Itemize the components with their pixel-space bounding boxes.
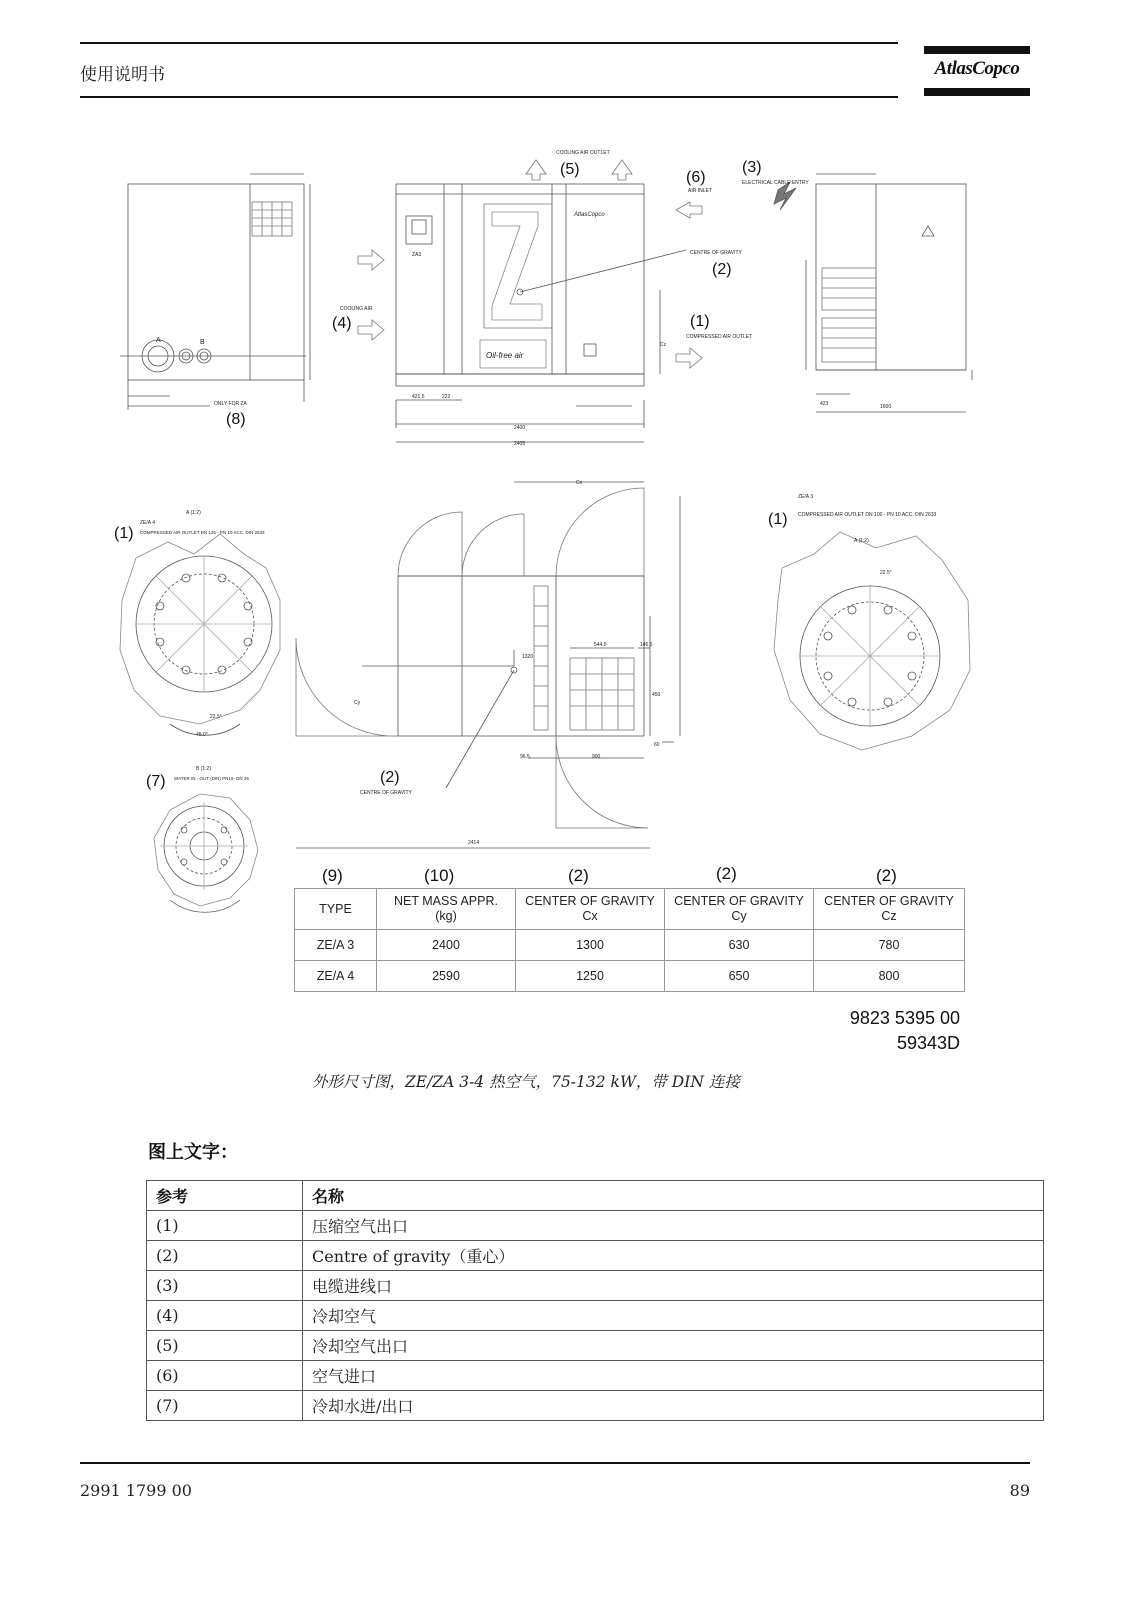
note-centre-of-gravity-bottom: CENTRE OF GRAVITY (360, 790, 412, 796)
note-cx: Cx (576, 480, 583, 486)
spec-num-2c: (2) (876, 866, 897, 885)
label-8: (8) (226, 411, 246, 428)
dim-22-left: 22.5° (210, 714, 222, 720)
note-outlet-a3: COMPRESSED AIR OUTLET DN 100 - PN 10 ACC. DIN 2633 (798, 512, 937, 518)
header-rule-bottom (80, 96, 898, 98)
dim-900: 900 (592, 754, 601, 760)
spec-num-9: (9) (322, 866, 343, 885)
dim-2400: 2400 (514, 425, 526, 431)
header-rule-top (80, 42, 898, 44)
detail-a-left-title: A (1:2) (186, 510, 201, 516)
table-row: (3) 电缆进线口 (147, 1271, 1044, 1301)
note-cy: Cy (354, 700, 361, 706)
logo-text: AtlasCopco (934, 58, 1020, 79)
note-cz: Cz (660, 342, 667, 348)
table-row: (2) Centre of gravity（重心） (147, 1241, 1044, 1271)
note-zea4: ZE/A 4 (140, 520, 156, 526)
table-row: (4) 冷却空气 (147, 1301, 1044, 1331)
legend-heading: 图上文字： (148, 1142, 238, 1163)
drawing-number-line1: 9823 5395 00 (849, 1008, 960, 1028)
label-1-left: (1) (114, 525, 134, 542)
legend-header-ref: 参考 (147, 1181, 303, 1211)
footer-doc-number: 2991 1799 00 (80, 1481, 192, 1500)
label-1-top: (1) (690, 313, 710, 330)
figure-caption: 外形尺寸图，ZE/ZA 3-4 热空气，75-132 kW，带 DIN 连接 (312, 1073, 740, 1091)
spec-header-type: TYPE (295, 889, 377, 930)
dim-45-left: 45.0° (196, 732, 208, 738)
detail-b (146, 766, 258, 912)
legend-table (146, 1180, 1044, 1421)
dim-222: 222 (442, 394, 451, 400)
label-b: B (200, 339, 205, 346)
dim-544: 544.5 (594, 642, 607, 648)
note-only-for-za: ONLY FOR ZA (214, 401, 247, 407)
footer-page-number: 89 (1009, 1481, 1030, 1500)
table-row: (7) 冷却水进/出口 (147, 1391, 1044, 1421)
note-centre-of-gravity-top: CENTRE OF GRAVITY (690, 250, 742, 256)
dim-1600: 1600 (880, 404, 892, 410)
spec-num-2a: (2) (568, 866, 589, 885)
note-oil-free: Oil-free air (486, 351, 524, 360)
drawing-number-line2: 59343D (896, 1033, 960, 1053)
legend-header-name: 名称 (303, 1181, 1044, 1211)
spec-header-cx: CENTER OF GRAVITY Cx (516, 889, 665, 930)
dim-22-right: 22.5° (880, 570, 892, 576)
note-outlet-a4: COMPRESSED AIR OUTLET DN 125 - PN 10 ACC. DIN 2633 (140, 530, 265, 535)
atlas-copco-logo (924, 46, 1030, 98)
spec-header-cz: CENTER OF GRAVITY Cz (814, 889, 965, 930)
note-air-inlet: AIR INLET (688, 188, 712, 194)
spec-header-cy: CENTER OF GRAVITY Cy (665, 889, 814, 930)
label-2-bottom: (2) (380, 769, 400, 786)
table-row: (5) 冷却空气出口 (147, 1331, 1044, 1361)
label-5: (5) (560, 161, 580, 178)
note-model-za3: ZA3 (412, 252, 422, 258)
top-view (296, 342, 680, 848)
detail-a-left (114, 510, 280, 738)
drawing-number (760, 1006, 960, 1056)
dim-96: 96.5 (520, 754, 530, 760)
label-7: (7) (146, 773, 166, 790)
right-side-view (806, 174, 972, 412)
header-title: 使用说明书 (80, 65, 165, 85)
label-2-top: (2) (712, 261, 732, 278)
left-side-view (120, 174, 310, 428)
detail-a-right (768, 494, 970, 750)
label-4: (4) (332, 315, 352, 332)
label-3: (3) (742, 159, 762, 176)
note-brand-panel: AtlasCopco (574, 212, 605, 218)
spec-header-mass: NET MASS APPR. (kg) (377, 889, 516, 930)
label-1-right: (1) (768, 511, 788, 528)
note-cooling-air: COOLING AIR (340, 306, 373, 312)
table-row: ZE/A 3 2400 1300 630 780 (295, 930, 965, 961)
dim-2414: 2414 (468, 840, 480, 846)
table-row: (6) 空气进口 (147, 1361, 1044, 1391)
spec-table (294, 888, 965, 992)
dim-2405: 2405 (514, 441, 526, 447)
label-6: (6) (686, 169, 706, 186)
label-a: A (156, 337, 161, 344)
dim-450: 450 (652, 692, 661, 698)
spec-num-2b: (2) (716, 864, 737, 883)
dim-60: 60 (654, 742, 660, 748)
note-compressed-air-outlet-top: COMPRESSED AIR OUTLET (686, 334, 753, 340)
table-row: (1) 压缩空气出口 (147, 1211, 1044, 1241)
dim-145: 145.5 (640, 642, 653, 648)
note-cooling-air-outlet: COOLING AIR OUTLET (556, 150, 610, 156)
dim-421: 421.5 (412, 394, 425, 400)
table-row: ZE/A 4 2590 1250 650 800 (295, 961, 965, 992)
note-water: WATER IN - OUT (DIN) PN16- DN 25 (174, 776, 249, 781)
spec-num-10: (10) (424, 866, 455, 885)
note-electrical-cable-entry: ELECTRICAL CABLE ENTRY (742, 180, 809, 186)
detail-b-title: B (1:2) (196, 766, 212, 772)
dim-1320: 1320 (522, 654, 534, 660)
footer-rule (80, 1462, 1030, 1464)
detail-a-right-title: A (1:2) (854, 538, 869, 544)
note-zea3: ZE/A 3 (798, 494, 814, 500)
dim-423: 423 (820, 401, 829, 407)
front-view (332, 150, 809, 447)
